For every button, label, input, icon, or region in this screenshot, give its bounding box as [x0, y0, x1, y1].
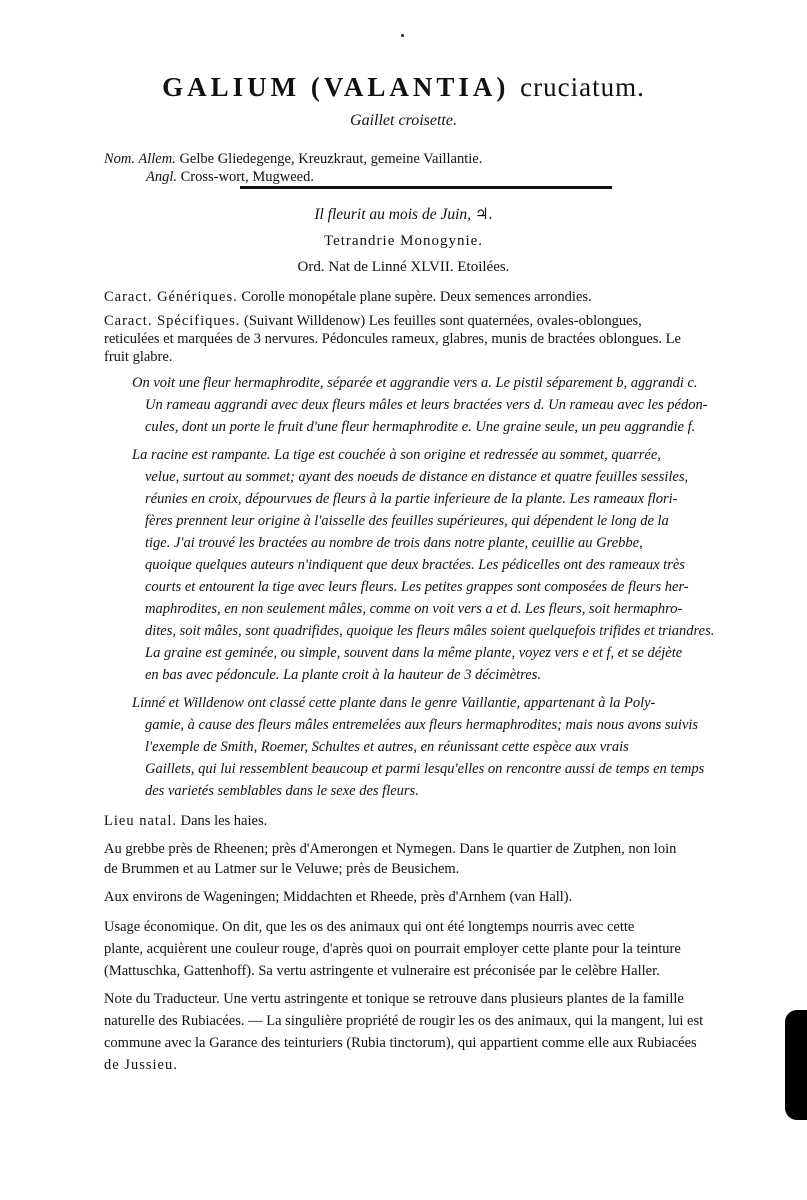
angl-text: Cross-wort, Mugweed.	[180, 169, 314, 185]
habitat-label: Lieu natal.	[104, 813, 178, 829]
description-line-3: réunies en croix, dépourvues de fleurs à la partie inferieure de la plante. Les rameaux flori-	[145, 491, 678, 507]
title-rule	[240, 186, 612, 189]
habitat-line-2: de Brummen et au Latmer sur le Veluwe; près de Beusichem.	[104, 861, 460, 877]
description-line-1: La racine est rampante. La tige est couchée à son origine et redressée au sommet, quarrée,	[132, 447, 661, 463]
classification-line-5: des varietés semblables dans le sexe des fleurs.	[145, 783, 419, 799]
caract-gen-label: Caract. Génériques.	[104, 289, 238, 305]
angl-line	[146, 168, 314, 186]
habitat-line-3: Aux environs de Wageningen; Middachten et Rheede, près d'Arnhem (van Hall).	[104, 889, 573, 905]
habitat-text: Dans les haies.	[180, 813, 268, 829]
classification-line-4: Gaillets, qui lui ressemblent beaucoup et parmi lesqu'elles on rencontre aussi de temps en temps	[145, 761, 705, 777]
caract-spec-line-2: reticulées et marquées de 3 nervures. Pédoncules rameux, glabres, munis de bractées oblongues. Le	[104, 331, 681, 347]
note-line-2: naturelle des Rubiacées. — La singulière propriété de rougir les os des animaux, qui la mangent, lui est	[104, 1013, 704, 1029]
description-line-11: en bas avec pédoncule. La plante croit à la hauteur de 3 décimètres.	[145, 667, 541, 683]
classification-line-3: l'exemple de Smith, Roemer, Schultes et autres, en réunissant cette espèce aux vrais	[145, 739, 629, 755]
subtitle: Gaillet croisette.	[350, 112, 457, 129]
page-edge-shadow	[785, 1010, 807, 1120]
note-line-4: de Jussieu.	[104, 1057, 178, 1073]
title-species: cruciatum.	[520, 72, 645, 102]
figure-line-2: Un rameau aggrandi avec deux fleurs mâles et leurs bractées vers d. Un rameau avec les pédon-	[145, 397, 708, 413]
usage-line-3: (Mattuschka, Gattenhoff). Sa vertu astringente et vulneraire est préconisée par le celèbre Haller.	[104, 963, 660, 979]
speck	[401, 34, 404, 37]
caract-spec-line-1	[104, 312, 642, 330]
description-line-6: quoique quelques auteurs n'indiquent que deux bractées. Les pédicelles ont des rameaux très	[145, 557, 685, 573]
caract-gen-text: Corolle monopétale plane supère. Deux semences arrondies.	[241, 289, 592, 305]
caract-spec-label: Caract. Spécifiques.	[104, 313, 241, 329]
page-title	[0, 72, 807, 103]
nom-allem-text: Gelbe Gliedegenge, Kreuzkraut, gemeine Vaillantie.	[179, 151, 483, 167]
description-line-8: maphrodites, en non seulement mâles, comme on voit vers a et d. Les fleurs, soit hermaphro-	[145, 601, 683, 617]
description-line-9: dites, soit mâles, sont quadrifides, quoique les fleurs mâles soient quelquefois trifides et triandres.	[145, 623, 715, 639]
angl-label: Angl.	[146, 169, 178, 185]
title-genus: GALIUM (VALANTIA)	[162, 72, 510, 102]
caract-generiques	[104, 288, 592, 306]
figure-line-3: cules, dont un porte le fruit d'une fleur hermaphrodite e. Une graine seule, un peu aggrandie f.	[145, 419, 696, 435]
classification-line-2: gamie, à cause des fleurs mâles entremelées aux fleurs hermaphrodites; mais nous avons suivis	[145, 717, 699, 733]
order-info: Ord. Nat de Linné XLVII. Etoilées.	[297, 259, 510, 275]
classification-line-1: Linné et Willdenow ont classé cette plante dans le genre Vaillantie, appartenant à la Poly-	[132, 695, 656, 711]
description-line-10: La graine est geminée, ou simple, souvent dans la même plante, voyez vers e et f, et se déjète	[145, 645, 683, 661]
description-line-5: tige. J'ai trouvé les bractées au nombre de trois dans notre plante, ceuillie au Grebbe,	[145, 535, 643, 551]
habitat-line-1: Au grebbe près de Rheenen; près d'Amerongen et Nymegen. Dans le quartier de Zutphen, non loin	[104, 841, 677, 857]
description-line-2: velue, surtout au sommet; ayant des noeuds de distance en distance et quatre feuilles sessiles,	[145, 469, 689, 485]
note-line-3: commune avec la Garance des teinturiers (Rubia tinctorum), qui appartient comme elle aux Rubiacées	[104, 1035, 697, 1051]
class-info: Tetrandrie Monogynie.	[323, 233, 484, 249]
usage-line-2: plante, acquièrent une couleur rouge, d'après quoi on pourrait employer cette plante pour la teinture	[104, 941, 681, 957]
note-line-1: Note du Traducteur. Une vertu astringente et tonique se retrouve dans plusieurs plantes de la famille	[104, 991, 684, 1007]
habitat-heading	[104, 812, 267, 830]
description-line-7: courts et entourent la tige avec leurs fleurs. Les petites grappes sont composées de fleurs her-	[145, 579, 689, 595]
caract-spec-line-3: fruit glabre.	[104, 349, 173, 365]
nom-allem-line	[104, 150, 482, 168]
usage-line-1: Usage économique. On dit, que les os des animaux qui ont été longtemps nourris avec cette	[104, 919, 635, 935]
flowering-info: Il fleurit au mois de Juin, ♃.	[314, 206, 493, 223]
figure-line-1: On voit une fleur hermaphrodite, séparée et aggrandie vers a. Le pistil séparement b, aggrandi c.	[132, 375, 698, 391]
nom-allem-label: Nom. Allem.	[104, 151, 176, 167]
caract-spec-text-1: (Suivant Willdenow) Les feuilles sont quaternées, ovales-oblongues,	[244, 313, 642, 329]
description-line-4: fères prennent leur origine à l'aisselle des feuilles supérieures, qui dépendent le long de la	[145, 513, 669, 529]
